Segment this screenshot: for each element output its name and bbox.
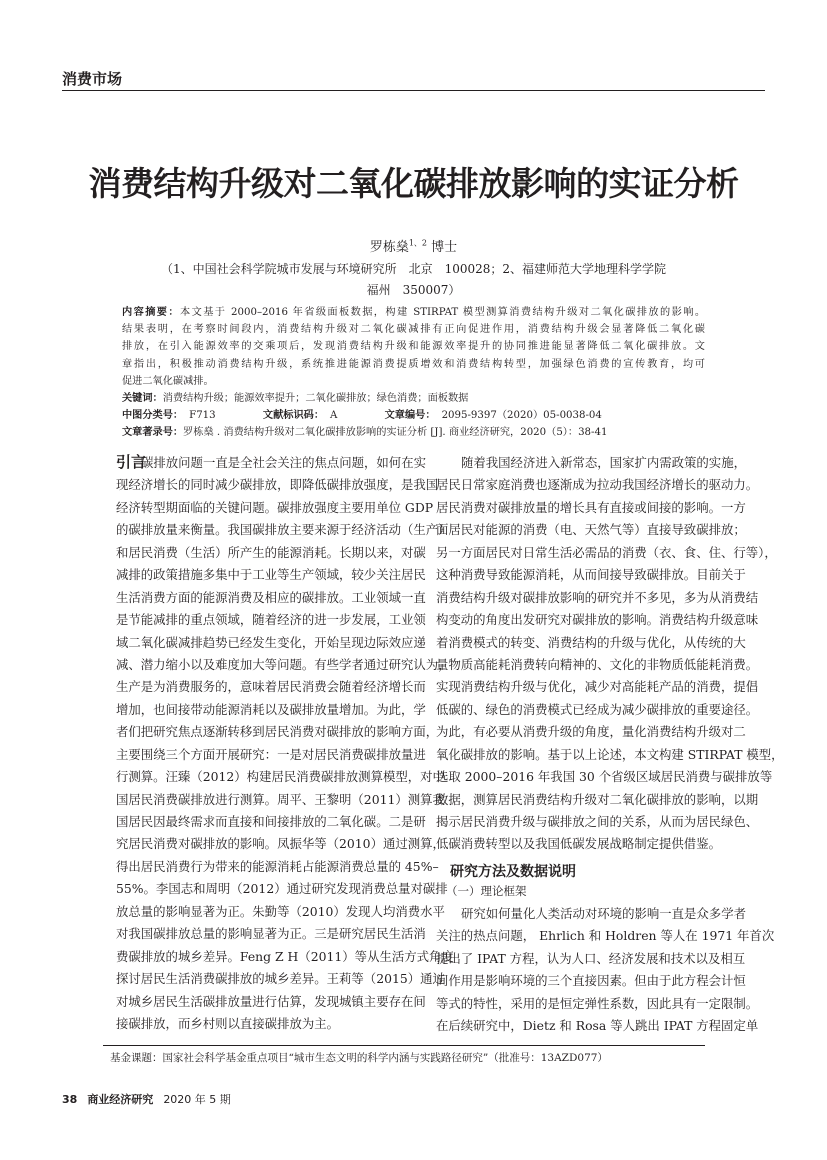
body-text-line: 域二氧化碳减排趋势已经发生变化，开始呈现边际效应递: [116, 634, 426, 650]
body-text-line: 国居民因最终需求而直接和间接排放的二氧化碳。二是研: [116, 814, 426, 829]
footnote-rule: [103, 1045, 705, 1046]
abstract-line: 促进二氧化碳减排。: [122, 375, 214, 387]
body-text-line: 现经济增长的同时减少碳排放，即降低碳排放强度，是我国: [116, 477, 439, 493]
abstract-block: [122, 304, 705, 442]
methods-heading: 研究方法及数据说明: [450, 864, 576, 880]
abstract-line: 结果表明，在考察时间段内，消费结构升级对二氧化碳减排有正向促进作用，消费结构升级会显著降低二氧化碳: [122, 324, 705, 336]
abstract-line: 排放，在引入能源效率的交乘项后，发现消费结构升级和能源效率提升的协同推进能显著降低二氧化碳排放。文: [122, 341, 705, 353]
abstract-line: 本文基于 2000–2016 年省级面板数据，构建 STIRPAT 模型测算消费结构升级对二氧化碳排放的影响。: [180, 307, 706, 318]
body-text-line: 研究如何量化人类活动对环境的影响一直是众多学者: [461, 906, 746, 921]
methods-column: [436, 903, 775, 1038]
intro-left-column: [116, 452, 454, 1035]
body-text-line: 者们把研究焦点逐渐转移到居民消费对碳排放的影响方面，: [116, 724, 439, 740]
keywords-label: 关键词：: [122, 393, 163, 405]
issue: 2020 年 5 期: [163, 1093, 231, 1106]
body-text-line: 氧化碳排放的影响。基于以上论述，本文构建 STIRPAT 模型，: [436, 746, 784, 762]
body-text-line: 低碳的、绿色的消费模式已经成为减少碳排放的重要途径。: [436, 701, 759, 717]
body-text-line: 得出居民消费行为带来的能源消耗占能源消费总量的 45%–: [116, 858, 439, 874]
page-number: 38: [62, 1093, 78, 1106]
body-text-line: 费碳排放的城乡差异。Feng Z H（2011）等从生活方式角度: [116, 948, 454, 964]
body-text-line: 减排的政策措施多集中于工业等生产领域，较少关注居民: [116, 567, 426, 583]
body-text-line: 消费结构升级对碳排放影响的研究并不多见，多为从消费结: [436, 589, 759, 605]
body-text-line: 低碳消费转型以及我国低碳发展战略制定提供借鉴。: [436, 836, 721, 852]
body-text-line: 另一方面居民对日常生活必需品的消费（衣、食、住、行等），: [436, 544, 777, 560]
body-text-line: 国居民消费碳排放进行测算。周平、王黎明（2011）测算我: [116, 791, 445, 807]
affiliation-line-2: 福州 350007）: [366, 283, 461, 297]
body-text-line: 生活消费方面的能源消费及相应的碳排放。工业领域一直: [116, 589, 426, 605]
body-text-line: 对城乡居民生活碳排放量进行估算，发现城镇主要存在间: [116, 993, 426, 1009]
body-text-line: 居民日常家庭消费也逐渐成为拉动我国经济增长的驱动力。: [436, 477, 759, 493]
body-text-line: 减、潜力缩小以及难度加大等问题。有些学者通过研究认为，: [116, 656, 451, 672]
body-text-line: 这种消费导致能源消耗，从而间接导致碳排放。目前关于: [436, 567, 746, 583]
body-text-line: 放总量的影响显著为正。朱勤等（2010）发现人均消费水平: [116, 903, 445, 919]
body-text-line: 接碳排放，而乡村则以直接碳排放为主。: [116, 1015, 340, 1031]
doc-code-value: A: [330, 410, 338, 422]
article-title: 消费结构升级对二氧化碳排放影响的实证分析: [88, 164, 739, 203]
page-footer: [62, 1091, 231, 1107]
doc-code-label: 文献标识码：: [262, 410, 325, 422]
body-text-line: 关注的热点问题， Ehrlich 和 Holdren 等人在 1971 年首次: [436, 928, 775, 944]
citation: 罗栋燊 . 消费结构升级对二氧化碳排放影响的实证分析 [J]. 商业经济研究，2020（5）：38-41: [183, 427, 608, 439]
body-text-line: 行测算。汪臻（2012）构建居民消费碳排放测算模型，对中: [116, 769, 445, 785]
citation-label: 文章著录号：: [122, 427, 184, 439]
clc-label: 中图分类号：: [122, 410, 184, 422]
intro-heading: 引言: [116, 453, 147, 471]
body-text-line: 为此，有必要从消费升级的角度，量化消费结构升级对二: [436, 724, 746, 740]
body-text-line: 揭示居民消费升级与碳排放之间的关系，从而为居民绿色、: [436, 814, 759, 829]
body-text-line: 是节能减排的重点领域，随着经济的进一步发展，工业领: [116, 612, 426, 628]
body-text-line: 主要围绕三个方面开展研究：一是对居民消费碳排放量进: [116, 746, 426, 762]
author-degree: 博士: [431, 240, 458, 255]
body-text-line: 居民消费对碳排放量的增长具有直接或间接的影响。一方: [436, 499, 746, 515]
author-name: 罗栋燊: [369, 240, 409, 255]
body-text-line: 数据，测算居民消费结构升级对二氧化碳排放的影响，以期: [436, 791, 759, 807]
body-text-line: 的碳排放量来衡量。我国碳排放主要来源于经济活动（生产）: [116, 522, 451, 538]
body-text-line: 究居民消费对碳排放的影响。凤振华等（2010）通过测算，: [116, 836, 445, 852]
author-affil-sup: 1、2: [408, 238, 428, 248]
body-text-line: 量物质高能耗消费转向精神的、文化的非物质低能耗消费。: [436, 656, 759, 672]
author-line: [0, 236, 827, 255]
body-text-line: 间作用是影响环境的三个直接因素。但由于此方程会计恒: [436, 973, 746, 989]
article-no-label: 文章编号：: [384, 410, 436, 422]
body-text-line: 实现消费结构升级与优化，减少对高能耗产品的消费，提倡: [436, 679, 759, 695]
affiliation-line-1: （1、中国社会科学院城市发展与环境研究所 北京 100028；2、福建师范大学地理科学学院: [160, 262, 667, 276]
fund-note: 基金课题：国家社会科学基金重点项目“城市生态文明的科学内涵与实践路径研究”（批准号：13AZD077）: [110, 1052, 608, 1064]
body-text-line: 和居民消费（生活）所产生的能源消耗。长期以来，对碳: [116, 544, 426, 560]
body-text-line: 生产是为消费服务的，意味着居民消费会随着经济增长而: [116, 679, 426, 695]
journal-name: 商业经济研究: [87, 1093, 154, 1106]
body-text-line: 在后续研究中，Dietz 和 Rosa 等人跳出 IPAT 方程固定单: [436, 1018, 759, 1034]
keywords: 消费结构升级；能源效率提升；二氧化碳排放；绿色消费；面板数据: [162, 393, 469, 405]
header-rule: [62, 90, 765, 91]
body-text-line: 提出了 IPAT 方程，认为人口、经济发展和技术以及相互: [436, 950, 746, 966]
body-text-line: 选取 2000–2016 年我国 30 个省级区域居民消费与碳排放等: [436, 769, 773, 785]
body-text-line: 探讨居民生活消费碳排放的城乡差异。王莉等（2015）通过: [116, 971, 445, 987]
body-text-line: 对我国碳排放总量的影响显著为正。三是研究居民生活消: [116, 926, 426, 942]
intro-right-column: [436, 452, 784, 856]
body-text-line: 碳排放问题一直是全社会关注的焦点问题，如何在实: [141, 455, 426, 470]
body-text-line: 着消费模式的转变、消费结构的升级与优化，从传统的大: [436, 634, 746, 650]
body-text-line: 55%。李国志和周明（2012）通过研究发现消费总量对碳排: [116, 881, 448, 897]
body-text-line: 增加，也间接带动能源消耗以及碳排放量增加。为此，学: [116, 701, 426, 717]
abstract-line: 章指出，积极推动消费结构升级，系统推进能源消费提质增效和消费结构转型，加强绿色消费的宣传教育，均可: [122, 358, 705, 370]
body-text-line: 经济转型期面临的关键问题。碳排放强度主要用单位 GDP: [116, 499, 434, 515]
body-text-line: 面居民对能源的消费（电、天然气等）直接导致碳排放；: [436, 522, 746, 538]
abstract-label: 内容摘要：: [122, 307, 180, 318]
section-tag: 消费市场: [62, 70, 123, 88]
methods-subheading: （一）理论框架: [446, 884, 527, 898]
article-no-value: 2095-9397（2020）05-0038-04: [441, 410, 602, 422]
body-text-line: 随着我国经济进入新常态，国家扩内需政策的实施，: [461, 455, 746, 470]
clc-value: F713: [189, 410, 216, 422]
body-text-line: 构变动的角度出发研究对碳排放的影响。消费结构升级意味: [436, 612, 759, 628]
body-text-line: 等式的特性，采用的是恒定弹性系数，因此具有一定限制。: [436, 995, 759, 1011]
